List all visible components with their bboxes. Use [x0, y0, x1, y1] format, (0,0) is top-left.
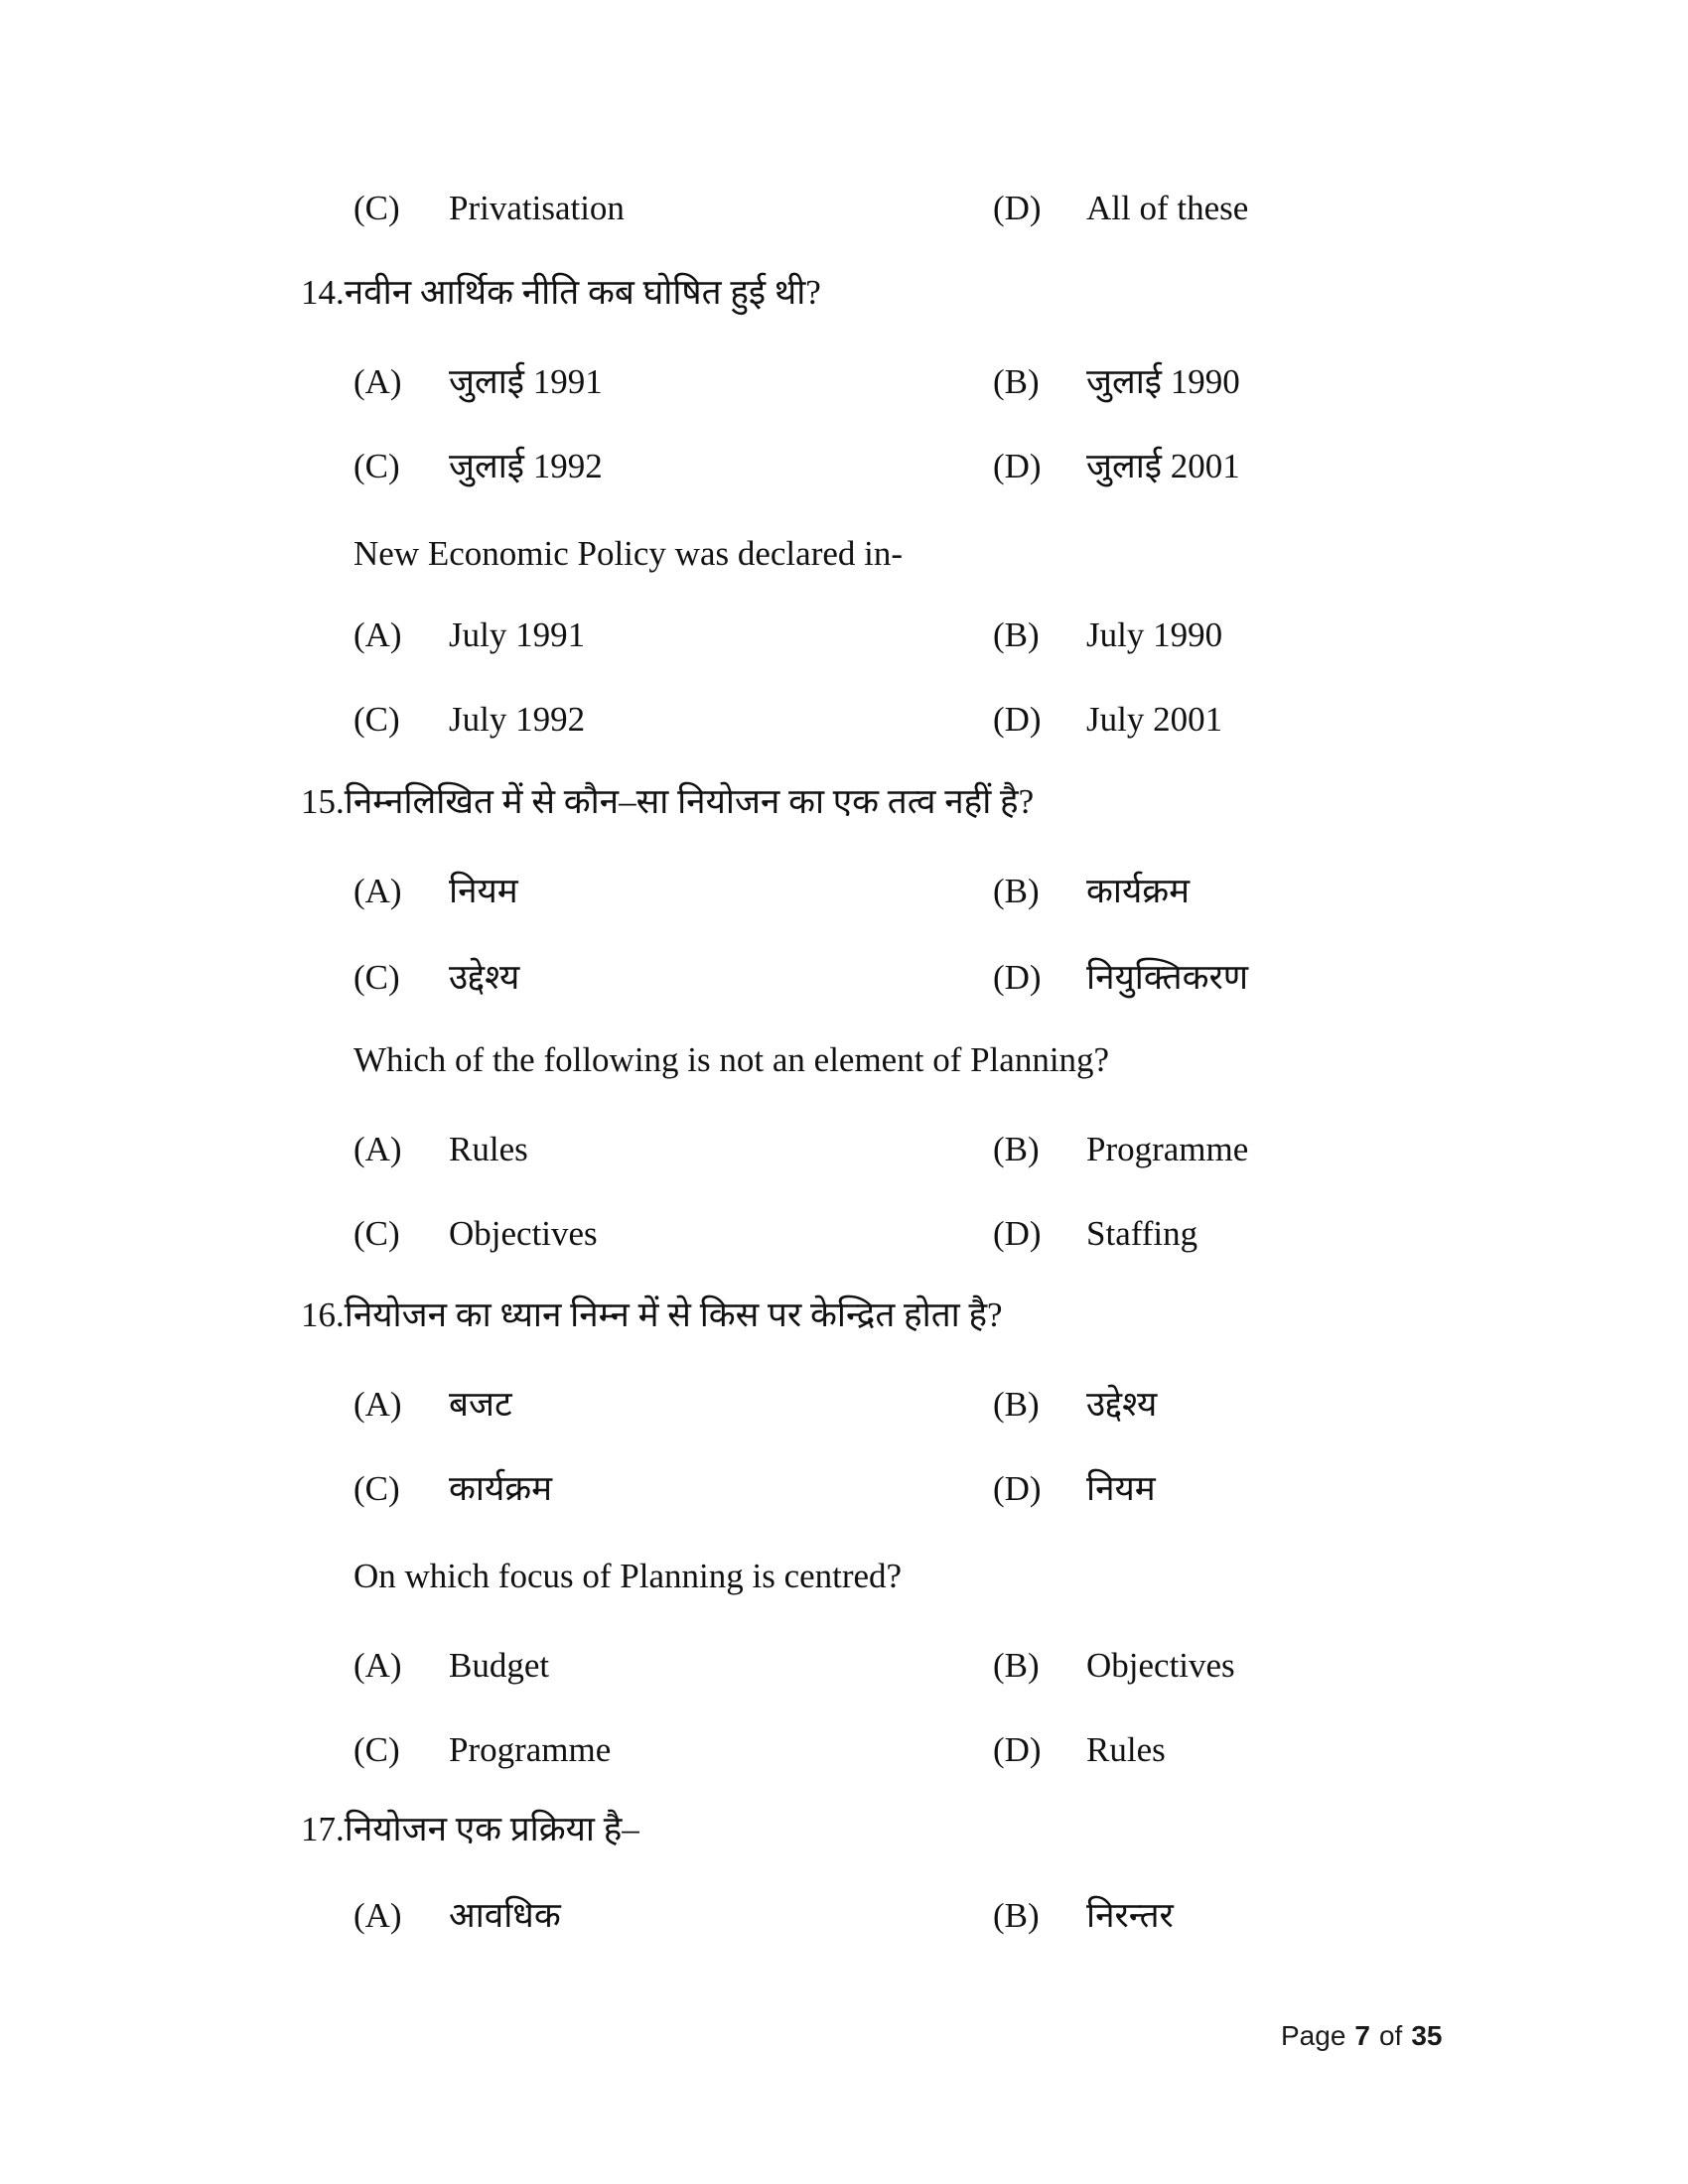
- question-number: 15.: [301, 782, 345, 821]
- option-label: (A): [353, 1130, 402, 1168]
- option-label: (A): [353, 615, 402, 654]
- option-row: [0, 604, 1688, 667]
- option-label: (B): [993, 872, 1040, 910]
- question-line: [0, 770, 1688, 834]
- option-row: [0, 177, 1688, 240]
- question: [301, 261, 821, 325]
- question-text: नवीन आर्थिक नीति कब घोषित हुई थी?: [344, 273, 821, 312]
- footer-total-pages: 35: [1411, 2020, 1443, 2051]
- option-row: [0, 1118, 1688, 1181]
- option-text: Rules: [1086, 1730, 1166, 1769]
- option-label: (A): [353, 872, 402, 910]
- footer-page-label: Page: [1281, 2020, 1346, 2051]
- option-text: Programme: [1086, 1130, 1249, 1168]
- question-line: [0, 261, 1688, 325]
- option-label: (B): [993, 362, 1040, 401]
- option-text: July 2001: [1086, 700, 1223, 739]
- subquestion-text: Which of the following is not an element of Planning?: [353, 1040, 1110, 1079]
- footer-page-number: 7: [1354, 2020, 1370, 2051]
- option-text: July 1992: [449, 700, 586, 739]
- question-number: 14.: [301, 273, 345, 312]
- option-label: (B): [993, 1130, 1040, 1168]
- question: [301, 1798, 639, 1861]
- option-row: [0, 1373, 1688, 1436]
- option-label: (C): [353, 447, 400, 485]
- option-label: (B): [993, 1385, 1040, 1424]
- option-text: नियुक्तिकरण: [1086, 958, 1249, 997]
- option-text: All of these: [1086, 189, 1249, 227]
- option-row: [0, 1457, 1688, 1521]
- option-text: उद्देश्य: [1086, 1385, 1158, 1424]
- option-text: कार्यक्रम: [449, 1469, 553, 1508]
- subquestion-line: [0, 1545, 1688, 1608]
- option-text: नियम: [449, 872, 518, 910]
- subquestion-text: On which focus of Planning is centred?: [353, 1557, 903, 1595]
- subquestion-text: New Economic Policy was declared in-: [353, 534, 904, 573]
- option-label: (D): [993, 1469, 1042, 1508]
- option-text: Programme: [449, 1730, 612, 1769]
- subquestion-line: [0, 522, 1688, 586]
- question-line: [0, 1284, 1688, 1347]
- option-row: [0, 860, 1688, 923]
- question-text: नियोजन का ध्यान निम्न में से किस पर केन्द्रित होता है?: [344, 1296, 1003, 1334]
- subquestion-line: [0, 1028, 1688, 1092]
- option-text: Rules: [449, 1130, 528, 1168]
- option-text: कार्यक्रम: [1086, 872, 1191, 910]
- option-text: आवधिक: [449, 1896, 561, 1935]
- option-row: [0, 435, 1688, 498]
- option-label: (A): [353, 1896, 402, 1935]
- option-label: (A): [353, 362, 402, 401]
- option-label: (A): [353, 1385, 402, 1424]
- question: [301, 770, 1034, 834]
- option-label: (C): [353, 958, 400, 997]
- option-text: नियम: [1086, 1469, 1156, 1508]
- option-row: [0, 1884, 1688, 1948]
- option-text: जुलाई 2001: [1086, 447, 1240, 485]
- option-label: (D): [993, 1730, 1042, 1769]
- option-label: (C): [353, 189, 400, 227]
- option-text: जुलाई 1991: [449, 362, 603, 401]
- option-label: (C): [353, 1469, 400, 1508]
- option-label: (C): [353, 1730, 400, 1769]
- option-text: July 1990: [1086, 615, 1223, 654]
- option-text: जुलाई 1992: [449, 447, 603, 485]
- question-number: 17.: [301, 1810, 345, 1848]
- option-text: Objectives: [449, 1214, 598, 1253]
- footer-of-label: of: [1378, 2020, 1403, 2051]
- option-label: (C): [353, 1214, 400, 1253]
- option-label: (C): [353, 700, 400, 739]
- option-text: Staffing: [1086, 1214, 1198, 1253]
- option-label: (D): [993, 1214, 1042, 1253]
- question: [301, 1284, 1003, 1347]
- option-row: [0, 946, 1688, 1010]
- option-label: (D): [993, 189, 1042, 227]
- page-footer: [1281, 2018, 1443, 2054]
- option-text: उद्देश्य: [449, 958, 520, 997]
- option-text: बजट: [449, 1385, 512, 1424]
- option-label: (D): [993, 700, 1042, 739]
- option-row: [0, 1634, 1688, 1698]
- option-label: (D): [993, 447, 1042, 485]
- option-text: निरन्तर: [1086, 1896, 1174, 1935]
- option-text: July 1991: [449, 615, 586, 654]
- option-row: [0, 1718, 1688, 1782]
- option-row: [0, 1202, 1688, 1266]
- question-number: 16.: [301, 1296, 345, 1334]
- option-label: (B): [993, 615, 1040, 654]
- option-text: जुलाई 1990: [1086, 362, 1240, 401]
- question-line: [0, 1798, 1688, 1861]
- option-label: (D): [993, 958, 1042, 997]
- option-row: [0, 688, 1688, 751]
- option-text: Budget: [449, 1646, 550, 1685]
- option-row: [0, 350, 1688, 414]
- option-text: Privatisation: [449, 189, 625, 227]
- option-label: (A): [353, 1646, 402, 1685]
- option-label: (B): [993, 1896, 1040, 1935]
- option-text: Objectives: [1086, 1646, 1235, 1685]
- question-text: निम्नलिखित में से कौन–सा नियोजन का एक तत्व नहीं है?: [344, 782, 1035, 821]
- question-text: नियोजन एक प्रक्रिया है–: [344, 1810, 639, 1848]
- option-label: (B): [993, 1646, 1040, 1685]
